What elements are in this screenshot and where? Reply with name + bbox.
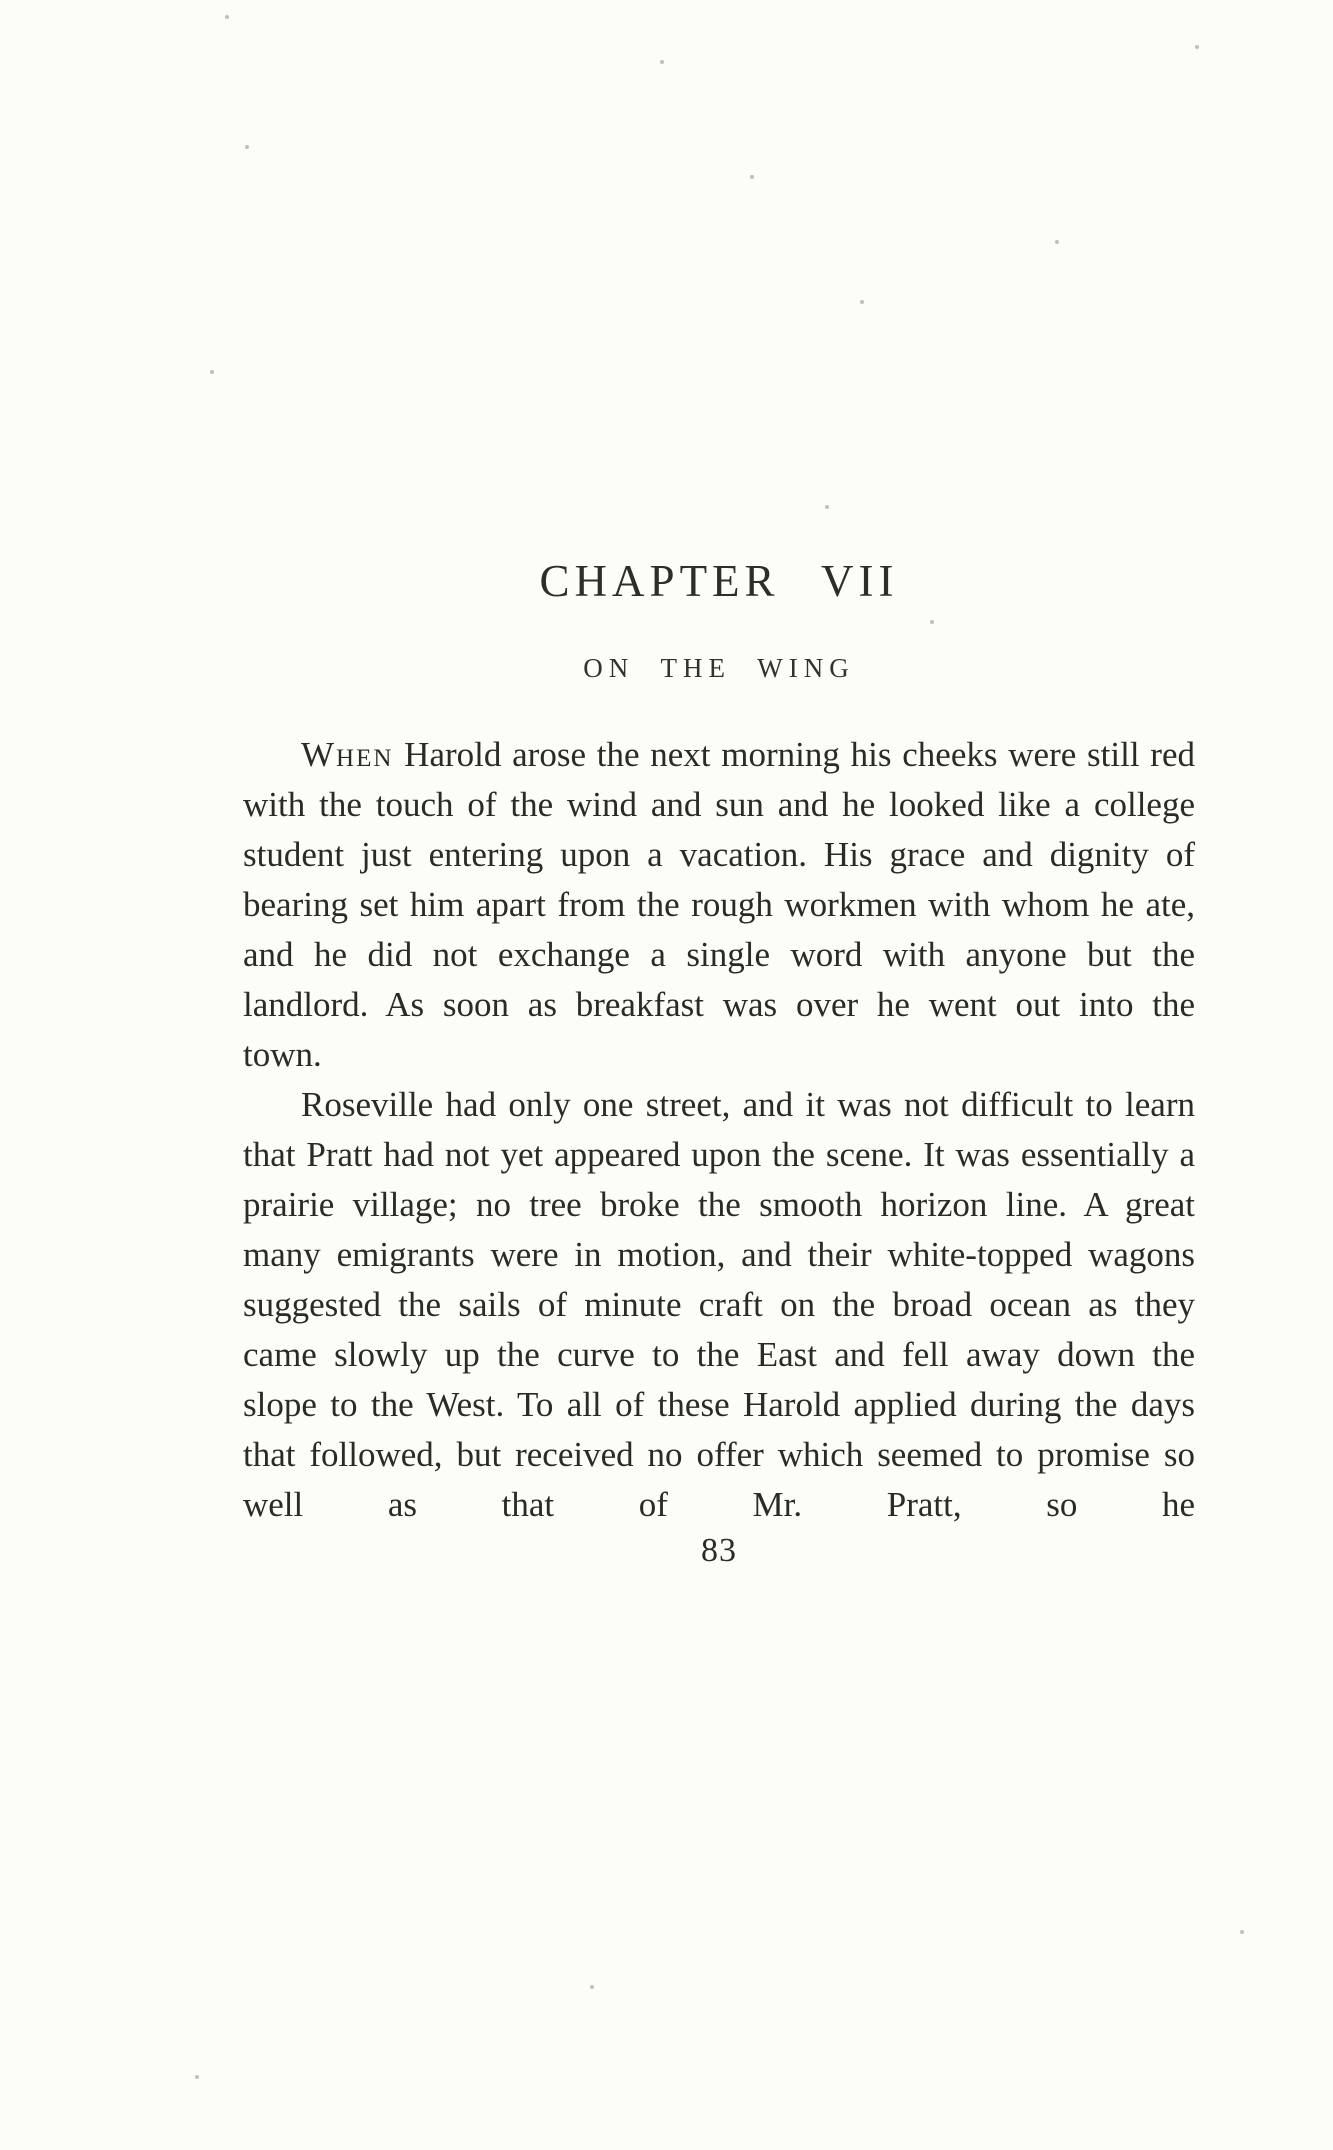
scan-speck <box>195 2075 199 2079</box>
body-copy <box>243 730 1195 1530</box>
text-block <box>243 555 1195 1570</box>
scan-speck <box>590 1985 594 1989</box>
scan-speck <box>225 15 229 19</box>
paragraph-2-text: Roseville had only one street, and it was not difficult to learn that Pratt had not yet appeared upon the scene. It was essentially a prairie village; no tree broke the smooth horizon line. A great many emigrants were in motion, and their white-topped wagons suggested the sails of minute craft on the broad ocean as they came slowly up the curve to the East and fell away down the slope to the West. To all of these Harold applied during the days that followed, but received no offer which seemed to promise so well as that of Mr. Pratt, so he <box>243 1085 1195 1524</box>
lead-word: When <box>301 735 394 774</box>
scan-speck <box>825 505 829 509</box>
scan-speck <box>750 175 754 179</box>
scan-speck <box>1240 1930 1244 1934</box>
section-title: ON THE WING <box>583 653 855 683</box>
chapter-title: CHAPTER VII <box>539 556 899 606</box>
scan-speck <box>1195 45 1199 49</box>
scan-speck <box>860 300 864 304</box>
page-number: 83 <box>701 1532 737 1569</box>
scan-speck <box>245 145 249 149</box>
scan-speck <box>210 370 214 374</box>
scan-speck <box>1055 240 1059 244</box>
scan-speck <box>660 60 664 64</box>
paragraph-1 <box>243 730 1195 1080</box>
paragraph-1-text: Harold arose the next morning his cheeks were still red with the touch of the wind and sun and he looked like a college student just entering upon a vacation. His grace and dignity of bearing set him apart from the rough workmen with whom he ate, and he did not exchange a single word with anyone but the landlord. As soon as breakfast was over he went out into the town. <box>243 735 1195 1074</box>
paragraph-2 <box>243 1080 1195 1530</box>
